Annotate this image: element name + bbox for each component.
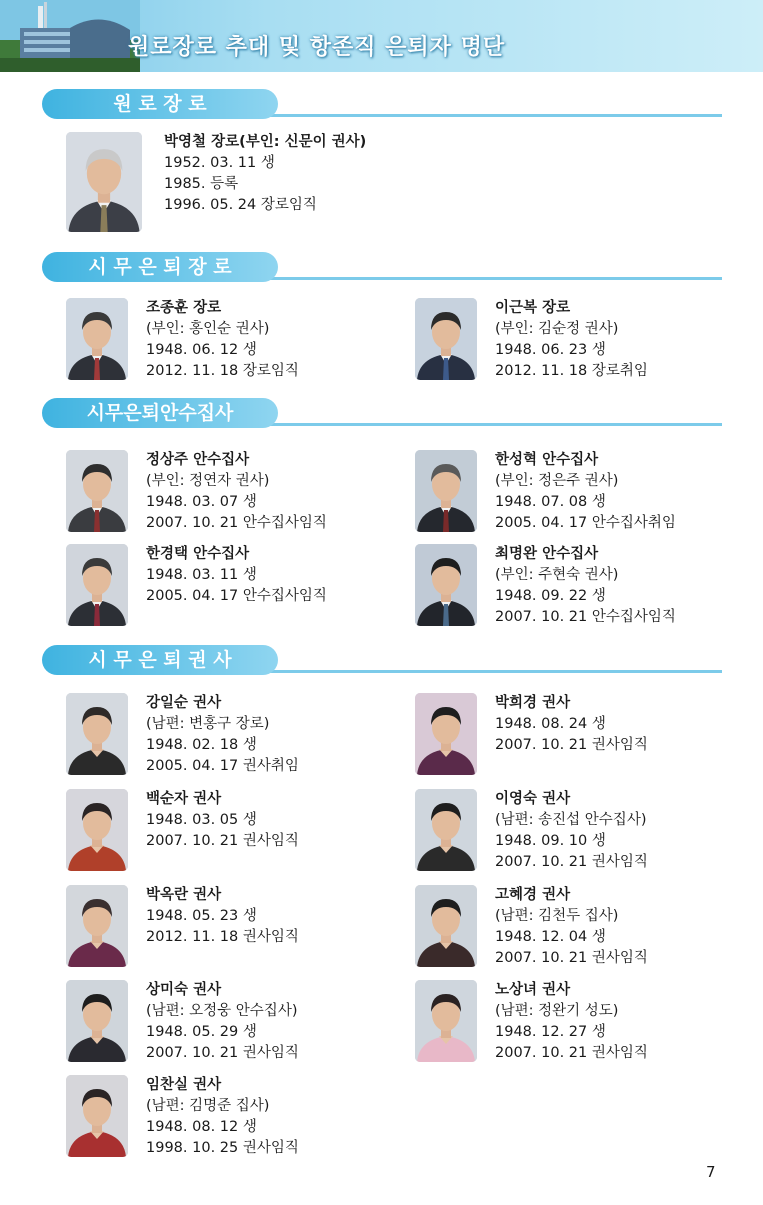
- portrait-photo: [66, 693, 128, 775]
- person-name: 고혜경 권사: [495, 887, 571, 903]
- person-entry: [415, 450, 755, 538]
- portrait-photo: [66, 980, 128, 1062]
- page-title: 원로장로 추대 및 항존직 은퇴자 명단: [128, 35, 506, 60]
- person-detail: 1985. 등록: [164, 176, 239, 192]
- person-detail: 1952. 03. 11 생: [164, 155, 275, 171]
- person-detail: 1948. 12. 27 생: [495, 1024, 606, 1040]
- section-divider: [242, 277, 722, 280]
- portrait-figure: [415, 298, 477, 380]
- person-detail: (부인: 정은주 권사): [495, 473, 619, 489]
- person-entry: [66, 298, 406, 386]
- portrait-photo: [66, 789, 128, 871]
- person-detail: 2012. 11. 18 권사임직: [146, 929, 299, 945]
- portrait-figure: [66, 544, 128, 626]
- person-name: 한성혁 안수집사: [495, 452, 599, 468]
- person-detail: 1948. 06. 12 생: [146, 342, 257, 358]
- section-title: 시무은퇴안수집사: [86, 402, 234, 424]
- section-divider: [242, 114, 722, 117]
- portrait-figure: [415, 885, 477, 967]
- section-header-retired-ordained-deacons: [42, 398, 722, 428]
- person-detail: 2005. 04. 17 권사취임: [146, 758, 299, 774]
- person-entry: [415, 298, 755, 386]
- portrait-figure: [66, 885, 128, 967]
- person-entry: [66, 980, 406, 1068]
- person-detail: (남편: 변홍구 장로): [146, 716, 270, 732]
- section-divider: [242, 670, 722, 673]
- page-number: 7: [706, 1163, 716, 1181]
- portrait-figure: [66, 450, 128, 532]
- portrait-figure: [415, 789, 477, 871]
- portrait-photo: [415, 789, 477, 871]
- portrait-figure: [415, 450, 477, 532]
- person-name: 임찬실 권사: [146, 1077, 222, 1093]
- person-entry: [415, 544, 755, 632]
- person-detail: 1998. 10. 25 권사임직: [146, 1140, 299, 1156]
- portrait-photo: [415, 544, 477, 626]
- header-banner: [0, 0, 763, 72]
- section-header-retired-elders: [42, 252, 722, 282]
- person-entry: [66, 885, 406, 973]
- person-detail: 2005. 04. 17 안수집사임직: [146, 588, 327, 604]
- portrait-photo: [415, 885, 477, 967]
- portrait-photo: [66, 544, 128, 626]
- portrait-figure: [66, 789, 128, 871]
- portrait-figure: [66, 298, 128, 380]
- person-name: 상미숙 권사: [146, 982, 222, 998]
- person-name: 노상녀 권사: [495, 982, 571, 998]
- person-detail: (부인: 주현숙 권사): [495, 567, 619, 583]
- person-detail: (남편: 송진섭 안수집사): [495, 812, 647, 828]
- person-name: 강일순 권사: [146, 695, 222, 711]
- person-entry: [415, 693, 755, 781]
- person-name: 조종훈 장로: [146, 300, 222, 316]
- person-name: 박희경 권사: [495, 695, 571, 711]
- person-entry: [66, 544, 406, 632]
- portrait-figure: [415, 980, 477, 1062]
- person-detail: 1948. 05. 23 생: [146, 908, 257, 924]
- person-detail: 1948. 08. 24 생: [495, 716, 606, 732]
- person-entry: [415, 885, 755, 973]
- person-detail: 2005. 04. 17 안수집사취임: [495, 515, 676, 531]
- person-entry: [415, 789, 755, 877]
- person-detail: 1948. 03. 11 생: [146, 567, 257, 583]
- person-detail: 1948. 09. 10 생: [495, 833, 606, 849]
- person-detail: 1948. 12. 04 생: [495, 929, 606, 945]
- person-detail: 1948. 06. 23 생: [495, 342, 606, 358]
- person-detail: (부인: 홍인순 권사): [146, 321, 270, 337]
- section-divider: [242, 423, 722, 426]
- portrait-photo: [66, 132, 142, 232]
- person-detail: 1948. 08. 12 생: [146, 1119, 257, 1135]
- portrait-photo: [415, 980, 477, 1062]
- section-title: 시 무 은 퇴 권 사: [88, 649, 232, 671]
- person-detail: (남편: 김명준 집사): [146, 1098, 270, 1114]
- person-detail: (남편: 오정웅 안수집사): [146, 1003, 298, 1019]
- person-detail: 2007. 10. 21 권사임직: [495, 950, 648, 966]
- person-detail: 2007. 10. 21 안수집사임직: [495, 609, 676, 625]
- portrait-figure: [66, 1075, 128, 1157]
- person-detail: 2007. 10. 21 안수집사임직: [146, 515, 327, 531]
- portrait-photo: [66, 298, 128, 380]
- portrait-figure: [66, 693, 128, 775]
- person-name: 박옥란 권사: [146, 887, 222, 903]
- person-detail: 1948. 05. 29 생: [146, 1024, 257, 1040]
- portrait-photo: [415, 450, 477, 532]
- person-detail: 1948. 09. 22 생: [495, 588, 606, 604]
- person-detail: 2007. 10. 21 권사임직: [146, 833, 299, 849]
- person-name: 한경택 안수집사: [146, 546, 250, 562]
- portrait-photo: [66, 1075, 128, 1157]
- person-detail: 2007. 10. 21 권사임직: [495, 737, 648, 753]
- portrait-figure: [415, 693, 477, 775]
- person-name: 이영숙 권사: [495, 791, 571, 807]
- person-detail: 2012. 11. 18 장로취임: [495, 363, 648, 379]
- person-name: 박영철 장로(부인: 신문이 권사): [164, 134, 367, 150]
- person-name: 정상주 안수집사: [146, 452, 250, 468]
- portrait-figure: [66, 980, 128, 1062]
- person-entry: [66, 789, 406, 877]
- person-detail: 1948. 02. 18 생: [146, 737, 257, 753]
- person-detail: 1996. 05. 24 장로임직: [164, 197, 317, 213]
- person-name: 이근복 장로: [495, 300, 571, 316]
- person-entry: [66, 132, 406, 220]
- person-entry: [66, 693, 406, 781]
- person-detail: 2007. 10. 21 권사임직: [495, 1045, 648, 1061]
- section-title: 시 무 은 퇴 장 로: [88, 256, 232, 278]
- person-entry: [66, 450, 406, 538]
- person-detail: 2012. 11. 18 장로임직: [146, 363, 299, 379]
- person-detail: 1948. 07. 08 생: [495, 494, 606, 510]
- person-detail: (남편: 김천두 집사): [495, 908, 619, 924]
- person-detail: (남편: 정완기 성도): [495, 1003, 619, 1019]
- church-building-image: [0, 0, 140, 72]
- person-detail: 1948. 03. 07 생: [146, 494, 257, 510]
- portrait-figure: [415, 544, 477, 626]
- portrait-photo: [415, 693, 477, 775]
- person-detail: 2007. 10. 21 권사임직: [495, 854, 648, 870]
- person-detail: (부인: 정연자 권사): [146, 473, 270, 489]
- portrait-photo: [415, 298, 477, 380]
- person-detail: 2007. 10. 21 권사임직: [146, 1045, 299, 1061]
- section-header-retired-senior-deaconesses: [42, 645, 722, 675]
- person-detail: 1948. 03. 05 생: [146, 812, 257, 828]
- person-entry: [415, 980, 755, 1068]
- portrait-figure: [66, 132, 142, 232]
- portrait-photo: [66, 885, 128, 967]
- person-name: 백순자 권사: [146, 791, 222, 807]
- section-header-retired-elder-emeritus: [42, 89, 722, 119]
- person-detail: (부인: 김순정 권사): [495, 321, 619, 337]
- person-name: 최명완 안수집사: [495, 546, 599, 562]
- portrait-photo: [66, 450, 128, 532]
- person-entry: [66, 1075, 406, 1163]
- section-title: 원 로 장 로: [113, 93, 207, 115]
